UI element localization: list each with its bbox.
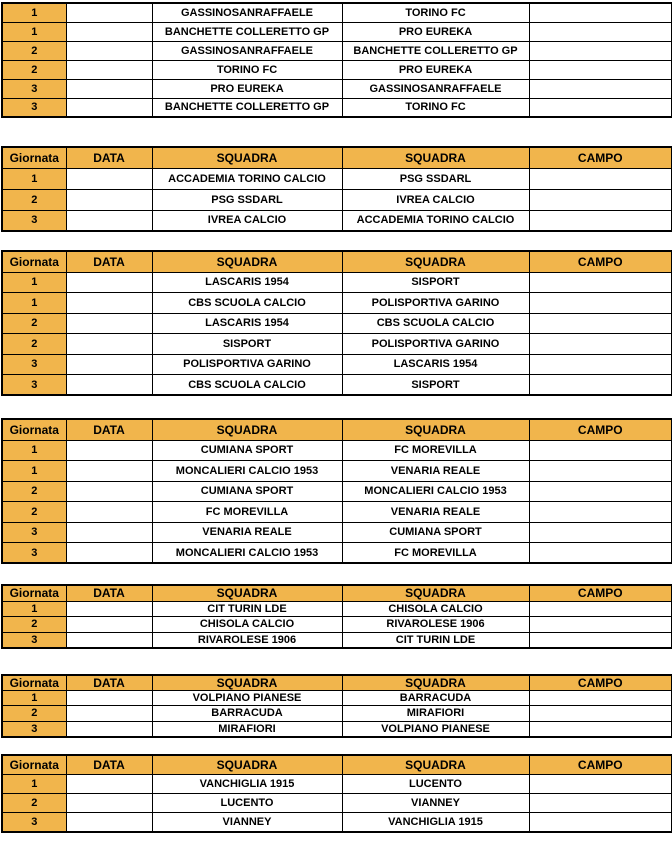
- fixture-row: [2, 334, 672, 355]
- data-cell: [66, 60, 152, 79]
- home-team-cell: ACCADEMIA TORINO CALCIO: [152, 168, 342, 189]
- home-team-cell: POLISPORTIVA GARINO: [152, 354, 342, 375]
- home-team-cell: MONCALIERI CALCIO 1953: [152, 461, 342, 482]
- fixture-row: [2, 706, 672, 722]
- header-row: [2, 755, 672, 775]
- fixtures-page: [1, 2, 672, 833]
- fixture-row: [2, 168, 672, 189]
- column-header-giornata: Giornata: [2, 251, 66, 272]
- fixture-row: [2, 543, 672, 564]
- data-cell: [66, 272, 152, 293]
- away-team-cell: TORINO FC: [342, 3, 529, 22]
- campo-cell: [529, 617, 672, 633]
- home-team-cell: GASSINOSANRAFFAELE: [152, 3, 342, 22]
- home-team-cell: BARRACUDA: [152, 706, 342, 722]
- campo-cell: [529, 481, 672, 502]
- data-cell: [66, 3, 152, 22]
- giornata-cell: 2: [2, 189, 66, 210]
- column-header-squadra_home: SQUADRA: [152, 675, 342, 691]
- giornata-cell: 3: [2, 721, 66, 737]
- giornata-cell: 1: [2, 690, 66, 706]
- giornata-cell: 2: [2, 481, 66, 502]
- campo-cell: [529, 375, 672, 396]
- data-cell: [66, 481, 152, 502]
- giornata-cell: 2: [2, 41, 66, 60]
- fixture-row: [2, 721, 672, 737]
- data-cell: [66, 543, 152, 564]
- data-cell: [66, 502, 152, 523]
- data-cell: [66, 706, 152, 722]
- column-header-squadra_away: SQUADRA: [342, 251, 529, 272]
- fixture-row: [2, 3, 672, 22]
- away-team-cell: IVREA CALCIO: [342, 189, 529, 210]
- giornata-cell: 1: [2, 3, 66, 22]
- home-team-cell: LASCARIS 1954: [152, 272, 342, 293]
- home-team-cell: VENARIA REALE: [152, 522, 342, 543]
- column-header-campo: CAMPO: [529, 585, 672, 601]
- header-row: [2, 251, 672, 272]
- giornata-cell: 1: [2, 461, 66, 482]
- campo-cell: [529, 22, 672, 41]
- header-row: [2, 419, 672, 440]
- away-team-cell: CUMIANA SPORT: [342, 522, 529, 543]
- giornata-cell: 2: [2, 60, 66, 79]
- giornata-cell: 2: [2, 502, 66, 523]
- header-row: [2, 147, 672, 168]
- fixture-row: [2, 461, 672, 482]
- home-team-cell: CUMIANA SPORT: [152, 481, 342, 502]
- header-row: [2, 585, 672, 601]
- home-team-cell: LASCARIS 1954: [152, 313, 342, 334]
- giornata-cell: 3: [2, 813, 66, 832]
- away-team-cell: SISPORT: [342, 272, 529, 293]
- data-cell: [66, 690, 152, 706]
- giornata-cell: 1: [2, 272, 66, 293]
- campo-cell: [529, 313, 672, 334]
- fixture-row: [2, 522, 672, 543]
- campo-cell: [529, 60, 672, 79]
- giornata-cell: 1: [2, 22, 66, 41]
- campo-cell: [529, 813, 672, 832]
- home-team-cell: RIVAROLESE 1906: [152, 632, 342, 648]
- home-team-cell: MIRAFIORI: [152, 721, 342, 737]
- giornata-cell: 3: [2, 98, 66, 117]
- column-header-squadra_home: SQUADRA: [152, 419, 342, 440]
- data-cell: [66, 522, 152, 543]
- fixture-row: [2, 632, 672, 648]
- campo-cell: [529, 794, 672, 813]
- fixture-row: [2, 481, 672, 502]
- campo-cell: [529, 440, 672, 461]
- fixture-row: [2, 272, 672, 293]
- giornata-cell: 3: [2, 543, 66, 564]
- away-team-cell: PSG SSDARL: [342, 168, 529, 189]
- fixture-row: [2, 22, 672, 41]
- campo-cell: [529, 354, 672, 375]
- column-header-campo: CAMPO: [529, 755, 672, 775]
- campo-cell: [529, 293, 672, 314]
- column-header-squadra_home: SQUADRA: [152, 585, 342, 601]
- column-header-data: DATA: [66, 147, 152, 168]
- column-header-data: DATA: [66, 419, 152, 440]
- data-cell: [66, 41, 152, 60]
- data-cell: [66, 794, 152, 813]
- away-team-cell: PRO EUREKA: [342, 60, 529, 79]
- home-team-cell: CBS SCUOLA CALCIO: [152, 375, 342, 396]
- fixture-row: [2, 690, 672, 706]
- away-team-cell: CIT TURIN LDE: [342, 632, 529, 648]
- campo-cell: [529, 706, 672, 722]
- campo-cell: [529, 522, 672, 543]
- giornata-cell: 2: [2, 706, 66, 722]
- home-team-cell: BANCHETTE COLLERETTO GP: [152, 22, 342, 41]
- home-team-cell: IVREA CALCIO: [152, 210, 342, 231]
- column-header-data: DATA: [66, 251, 152, 272]
- data-cell: [66, 313, 152, 334]
- data-cell: [66, 632, 152, 648]
- data-cell: [66, 293, 152, 314]
- fixture-row: [2, 354, 672, 375]
- away-team-cell: CHISOLA CALCIO: [342, 601, 529, 617]
- fixture-row: [2, 601, 672, 617]
- giornata-cell: 3: [2, 375, 66, 396]
- giornata-cell: 1: [2, 440, 66, 461]
- column-header-giornata: Giornata: [2, 675, 66, 691]
- data-cell: [66, 617, 152, 633]
- data-cell: [66, 375, 152, 396]
- away-team-cell: VENARIA REALE: [342, 502, 529, 523]
- campo-cell: [529, 3, 672, 22]
- away-team-cell: ACCADEMIA TORINO CALCIO: [342, 210, 529, 231]
- fixture-row: [2, 794, 672, 813]
- away-team-cell: SISPORT: [342, 375, 529, 396]
- giornata-cell: 1: [2, 775, 66, 794]
- fixture-table-4: [1, 418, 672, 564]
- home-team-cell: GASSINOSANRAFFAELE: [152, 41, 342, 60]
- home-team-cell: LUCENTO: [152, 794, 342, 813]
- home-team-cell: CHISOLA CALCIO: [152, 617, 342, 633]
- column-header-squadra_away: SQUADRA: [342, 147, 529, 168]
- data-cell: [66, 461, 152, 482]
- home-team-cell: PSG SSDARL: [152, 189, 342, 210]
- home-team-cell: PRO EUREKA: [152, 79, 342, 98]
- campo-cell: [529, 210, 672, 231]
- data-cell: [66, 334, 152, 355]
- data-cell: [66, 440, 152, 461]
- away-team-cell: VENARIA REALE: [342, 461, 529, 482]
- fixture-row: [2, 502, 672, 523]
- column-header-data: DATA: [66, 755, 152, 775]
- campo-cell: [529, 601, 672, 617]
- campo-cell: [529, 461, 672, 482]
- column-header-data: DATA: [66, 585, 152, 601]
- data-cell: [66, 22, 152, 41]
- column-header-campo: CAMPO: [529, 419, 672, 440]
- fixture-table-5: [1, 584, 672, 649]
- home-team-cell: SISPORT: [152, 334, 342, 355]
- fixture-row: [2, 98, 672, 117]
- campo-cell: [529, 168, 672, 189]
- column-header-giornata: Giornata: [2, 585, 66, 601]
- giornata-cell: 3: [2, 210, 66, 231]
- fixture-table-1: [1, 2, 672, 118]
- home-team-cell: CIT TURIN LDE: [152, 601, 342, 617]
- campo-cell: [529, 543, 672, 564]
- column-header-data: DATA: [66, 675, 152, 691]
- giornata-cell: 3: [2, 632, 66, 648]
- campo-cell: [529, 334, 672, 355]
- campo-cell: [529, 775, 672, 794]
- away-team-cell: BANCHETTE COLLERETTO GP: [342, 41, 529, 60]
- header-row: [2, 675, 672, 691]
- away-team-cell: VANCHIGLIA 1915: [342, 813, 529, 832]
- data-cell: [66, 601, 152, 617]
- campo-cell: [529, 632, 672, 648]
- campo-cell: [529, 41, 672, 60]
- data-cell: [66, 775, 152, 794]
- campo-cell: [529, 502, 672, 523]
- giornata-cell: 1: [2, 293, 66, 314]
- fixture-row: [2, 60, 672, 79]
- away-team-cell: VIANNEY: [342, 794, 529, 813]
- data-cell: [66, 210, 152, 231]
- data-cell: [66, 168, 152, 189]
- giornata-cell: 3: [2, 79, 66, 98]
- fixture-row: [2, 375, 672, 396]
- away-team-cell: MONCALIERI CALCIO 1953: [342, 481, 529, 502]
- fixture-row: [2, 313, 672, 334]
- column-header-squadra_home: SQUADRA: [152, 755, 342, 775]
- column-header-squadra_away: SQUADRA: [342, 675, 529, 691]
- column-header-campo: CAMPO: [529, 147, 672, 168]
- data-cell: [66, 189, 152, 210]
- away-team-cell: POLISPORTIVA GARINO: [342, 334, 529, 355]
- giornata-cell: 2: [2, 617, 66, 633]
- away-team-cell: CBS SCUOLA CALCIO: [342, 313, 529, 334]
- away-team-cell: MIRAFIORI: [342, 706, 529, 722]
- fixture-row: [2, 189, 672, 210]
- fixture-table-6: [1, 674, 672, 738]
- campo-cell: [529, 98, 672, 117]
- column-header-campo: CAMPO: [529, 675, 672, 691]
- data-cell: [66, 813, 152, 832]
- data-cell: [66, 79, 152, 98]
- column-header-squadra_home: SQUADRA: [152, 147, 342, 168]
- fixture-row: [2, 79, 672, 98]
- away-team-cell: GASSINOSANRAFFAELE: [342, 79, 529, 98]
- home-team-cell: CBS SCUOLA CALCIO: [152, 293, 342, 314]
- giornata-cell: 1: [2, 168, 66, 189]
- home-team-cell: MONCALIERI CALCIO 1953: [152, 543, 342, 564]
- fixture-row: [2, 210, 672, 231]
- giornata-cell: 3: [2, 354, 66, 375]
- column-header-giornata: Giornata: [2, 147, 66, 168]
- away-team-cell: LUCENTO: [342, 775, 529, 794]
- campo-cell: [529, 721, 672, 737]
- column-header-squadra_away: SQUADRA: [342, 585, 529, 601]
- home-team-cell: BANCHETTE COLLERETTO GP: [152, 98, 342, 117]
- away-team-cell: VOLPIANO PIANESE: [342, 721, 529, 737]
- giornata-cell: 2: [2, 334, 66, 355]
- away-team-cell: BARRACUDA: [342, 690, 529, 706]
- column-header-giornata: Giornata: [2, 755, 66, 775]
- campo-cell: [529, 79, 672, 98]
- campo-cell: [529, 272, 672, 293]
- away-team-cell: LASCARIS 1954: [342, 354, 529, 375]
- column-header-giornata: Giornata: [2, 419, 66, 440]
- home-team-cell: VANCHIGLIA 1915: [152, 775, 342, 794]
- away-team-cell: RIVAROLESE 1906: [342, 617, 529, 633]
- fixture-table-7: [1, 754, 672, 833]
- home-team-cell: TORINO FC: [152, 60, 342, 79]
- home-team-cell: VOLPIANO PIANESE: [152, 690, 342, 706]
- column-header-squadra_away: SQUADRA: [342, 755, 529, 775]
- fixture-row: [2, 440, 672, 461]
- home-team-cell: VIANNEY: [152, 813, 342, 832]
- column-header-squadra_away: SQUADRA: [342, 419, 529, 440]
- giornata-cell: 2: [2, 313, 66, 334]
- column-header-squadra_home: SQUADRA: [152, 251, 342, 272]
- giornata-cell: 1: [2, 601, 66, 617]
- data-cell: [66, 98, 152, 117]
- data-cell: [66, 721, 152, 737]
- away-team-cell: PRO EUREKA: [342, 22, 529, 41]
- fixture-row: [2, 41, 672, 60]
- data-cell: [66, 354, 152, 375]
- giornata-cell: 2: [2, 794, 66, 813]
- fixture-table-2: [1, 146, 672, 232]
- away-team-cell: TORINO FC: [342, 98, 529, 117]
- fixture-table-3: [1, 250, 672, 396]
- fixture-row: [2, 293, 672, 314]
- fixture-row: [2, 775, 672, 794]
- away-team-cell: FC MOREVILLA: [342, 440, 529, 461]
- away-team-cell: POLISPORTIVA GARINO: [342, 293, 529, 314]
- fixture-row: [2, 813, 672, 832]
- campo-cell: [529, 189, 672, 210]
- column-header-campo: CAMPO: [529, 251, 672, 272]
- fixture-row: [2, 617, 672, 633]
- campo-cell: [529, 690, 672, 706]
- giornata-cell: 3: [2, 522, 66, 543]
- home-team-cell: FC MOREVILLA: [152, 502, 342, 523]
- home-team-cell: CUMIANA SPORT: [152, 440, 342, 461]
- away-team-cell: FC MOREVILLA: [342, 543, 529, 564]
